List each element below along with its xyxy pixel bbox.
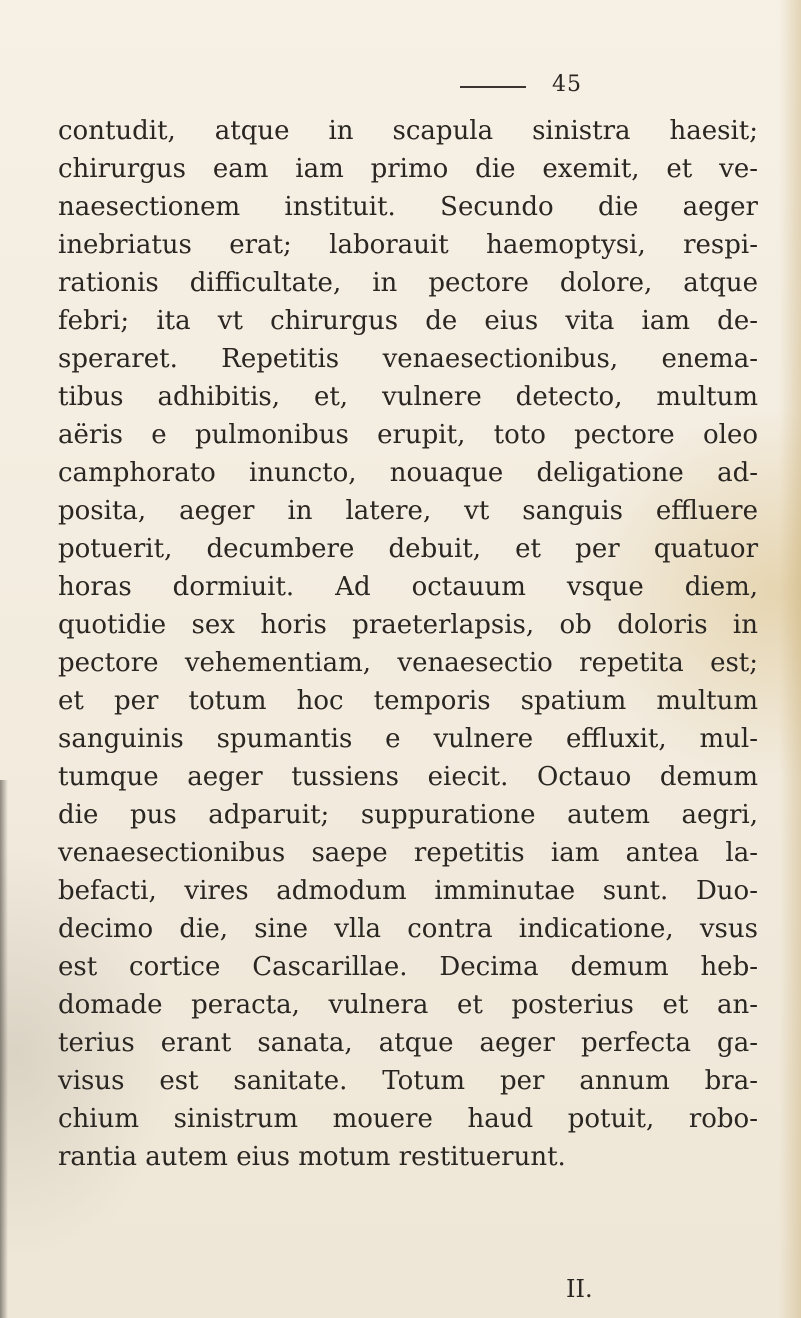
text-line: est cortice Cascarillae. Decima demum heb- <box>58 952 758 982</box>
text-line: et per totum hoc temporis spatium multum <box>58 686 758 716</box>
text-line: die pus adparuit; suppuratione autem aegri, <box>58 800 758 830</box>
text-line: febri; ita vt chirurgus de eius vita iam de- <box>58 306 758 336</box>
text-line: decimo die, sine vlla contra indicatione, vsus <box>58 914 758 944</box>
header-rule <box>460 86 526 88</box>
text-line: potuerit, decumbere debuit, et per quatuor <box>58 534 758 564</box>
text-line: rationis difficultate, in pectore dolore, atque <box>58 268 758 298</box>
text-line: contudit, atque in scapula sinistra haesit; <box>58 116 758 146</box>
text-line: pectore vehementiam, venaesectio repetita est; <box>58 648 758 678</box>
text-line: camphorato inuncto, nouaque deligatione ad- <box>58 458 758 488</box>
text-line: aëris e pulmonibus erupit, toto pectore oleo <box>58 420 758 450</box>
text-line: horas dormiuit. Ad octauum vsque diem, <box>58 572 758 602</box>
text-line: naesectionem instituit. Secundo die aeger <box>58 192 758 222</box>
text-line: inebriatus erat; laborauit haemoptysi, respi- <box>58 230 758 260</box>
page-header <box>440 72 760 102</box>
text-line: tumque aeger tussiens eiecit. Octauo demum <box>58 762 758 792</box>
page-stain-right <box>779 0 801 1318</box>
text-line: quotidie sex horis praeterlapsis, ob doloris in <box>58 610 758 640</box>
catchword: II. <box>566 1275 593 1303</box>
text-line: venaesectionibus saepe repetitis iam antea la- <box>58 838 758 868</box>
text-line: chium sinistrum mouere haud potuit, robo- <box>58 1104 758 1134</box>
text-line: rantia autem eius motum restituerunt. <box>58 1142 566 1172</box>
body-text <box>58 112 758 1176</box>
text-line: visus est sanitate. Totum per annum bra- <box>58 1066 758 1096</box>
text-line: tibus adhibitis, et, vulnere detecto, multum <box>58 382 758 412</box>
text-line: sanguinis spumantis e vulnere effluxit, mul- <box>58 724 758 754</box>
text-line: chirurgus eam iam primo die exemit, et ve- <box>58 154 758 184</box>
text-line: posita, aeger in latere, vt sanguis effluere <box>58 496 758 526</box>
page-number: 45 <box>552 72 582 97</box>
text-line: speraret. Repetitis venaesectionibus, enema- <box>58 344 758 374</box>
text-line: befacti, vires admodum imminutae sunt. Duo- <box>58 876 758 906</box>
text-line: terius erant sanata, atque aeger perfecta ga- <box>58 1028 758 1058</box>
page-shadow-left <box>0 780 8 1318</box>
text-line: domade peracta, vulnera et posterius et an- <box>58 990 758 1020</box>
